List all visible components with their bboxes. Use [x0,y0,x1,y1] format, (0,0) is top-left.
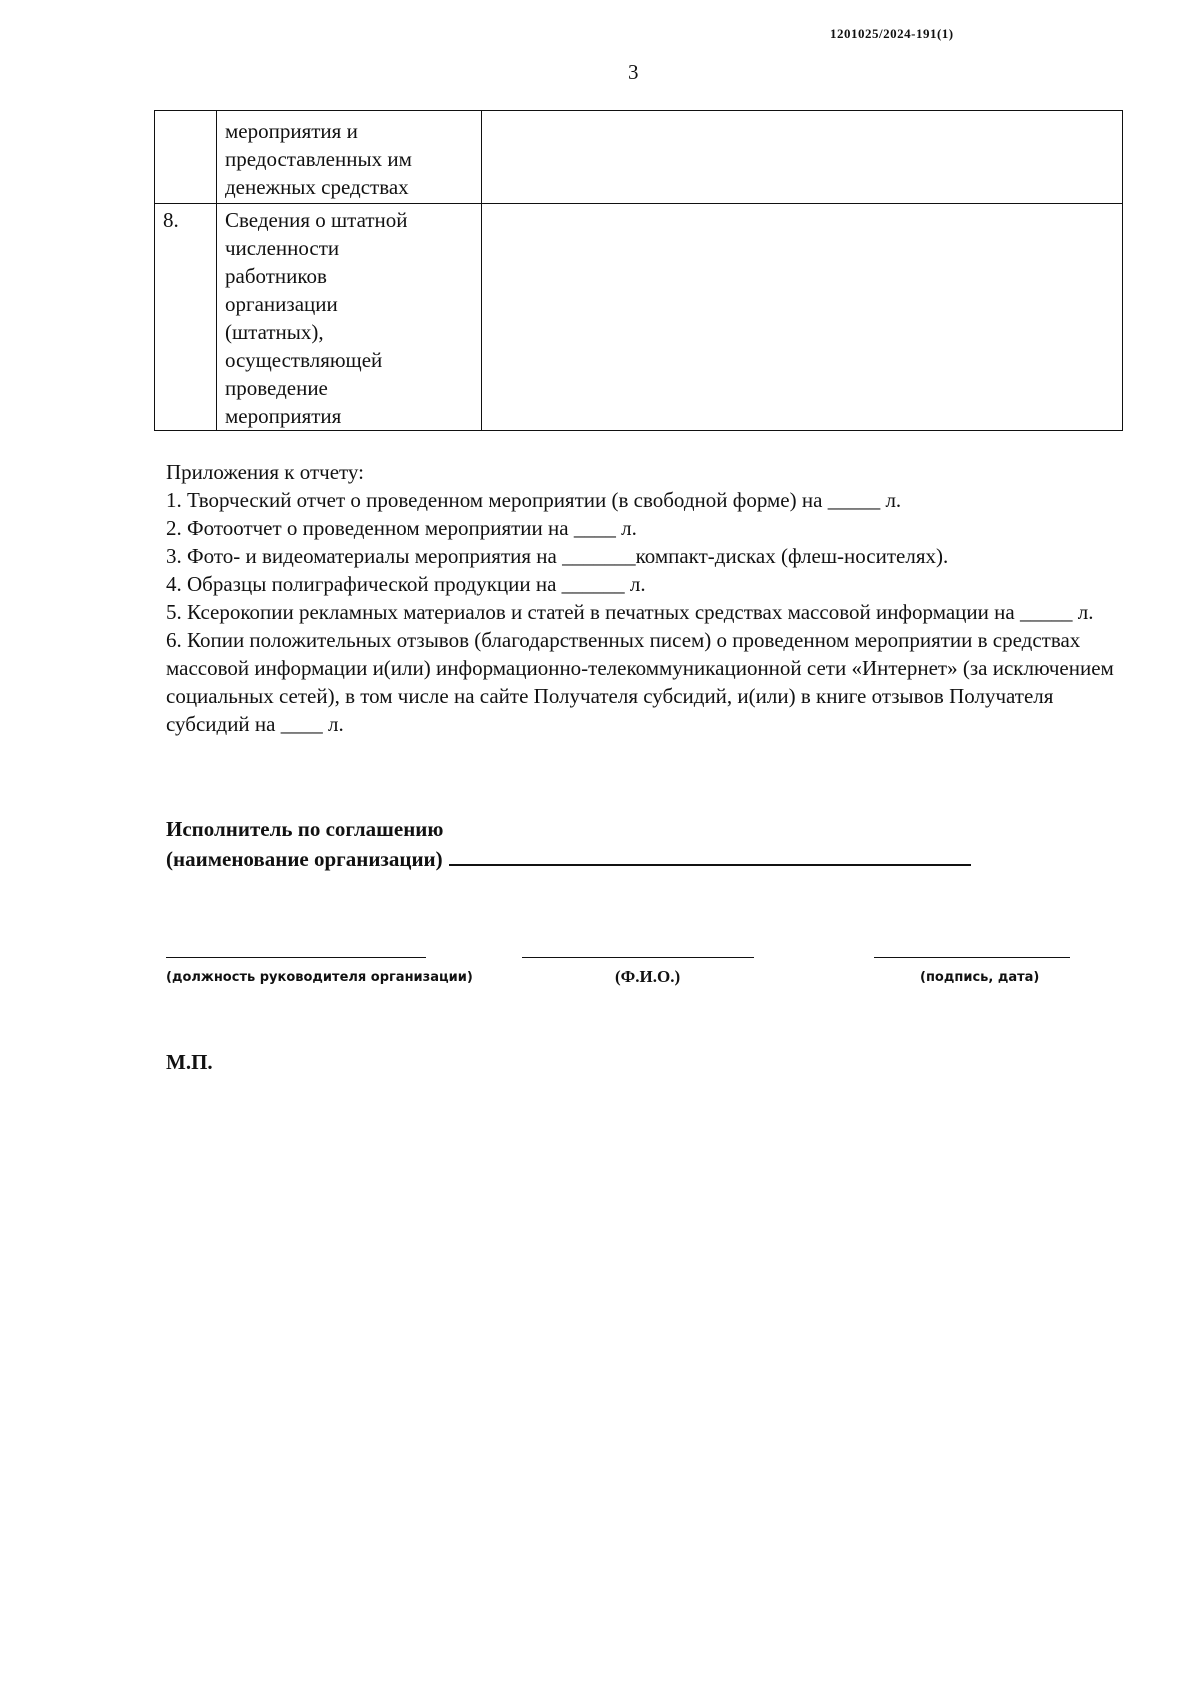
row-name-line: проведение [225,376,328,400]
attachments-heading: Приложения к отчету: [166,460,364,484]
executor-org-label: (наименование организации) [166,847,443,871]
organization-name-line [449,844,971,866]
sign-date-line [874,957,1070,958]
row-name-line: мероприятия и [225,119,358,143]
executor-block [166,814,971,874]
stamp-place-label: М.П. [166,1050,213,1074]
attachment-blank: _____ [1019,600,1073,624]
row-name-line: осуществляющей [225,348,383,372]
row-name-cell [217,204,482,431]
document-registration-number: 1201025/2024-191(1) [830,26,954,41]
attachment-blank: _____ [827,488,881,512]
attachment-text: 3. Фото- и видеоматериалы мероприятия на [166,544,563,568]
attachment-text: 2. Фотоотчет о проведенном мероприятии на [166,516,574,540]
attachment-blank: ______ [561,572,625,596]
attachment-suffix: л. [1072,600,1094,624]
table-row [155,204,1123,431]
attachment-text: 4. Образцы полиграфической продукции на [166,572,562,596]
attachment-suffix: л. [880,488,902,512]
attachment-item [166,542,1126,570]
attachment-text: 5. Ксерокопии рекламных материалов и статей в печатных средствах массовой информации на [166,600,1020,624]
attachment-item [166,598,1126,626]
row-name-line: мероприятия [225,404,342,428]
row-name-line: предоставленных им [225,147,412,171]
row-name-line: Сведения о штатной [225,208,408,232]
position-caption: (должность руководителя организации) [166,970,473,985]
attachment-item [166,486,1126,514]
fio-caption: (Ф.И.О.) [615,967,681,986]
attachment-suffix: компакт-дисках (флеш-носителях). [635,544,949,568]
fio-signature-line [522,957,754,958]
position-signature-line [166,957,426,958]
executor-org-row [166,844,971,874]
row-name-line: денежных средствах [225,175,409,199]
attachment-item [166,626,1126,738]
row-value-cell [482,111,1123,204]
attachment-suffix: л. [615,516,637,540]
attachment-suffix: л. [322,712,344,736]
page-number: 3 [628,60,639,84]
sign-date-caption: (подпись, дата) [920,970,1040,985]
row-name-line: численности [225,236,340,260]
report-table [154,110,1123,431]
row-name-line: (штатных), [225,320,324,344]
executor-title: Исполнитель по соглашению [166,817,444,841]
attachment-blank: ____ [573,516,616,540]
attachment-text: 1. Творческий отчет о проведенном мероприятии (в свободной форме) на [166,488,828,512]
row-number-cell: 8. [155,204,217,431]
attachment-text: 6. Копии положительных отзывов (благодарственных писем) о проведенном мероприятии в средствах массовой информации и(или) информационно-телекоммуникационной сети «Интернет» (за исключением социальных сетей), в том числе на сайте Получателя субсидий, и(или) в книге отзывов Получателя субсидий на [166,628,1114,736]
attachments-section [166,458,1126,738]
row-value-cell [482,204,1123,431]
attachment-blank: ____ [280,712,323,736]
attachment-item [166,514,1126,542]
attachment-suffix: л. [624,572,646,596]
attachment-item [166,570,1126,598]
row-name-line: работников [225,264,327,288]
row-name-cell [217,111,482,204]
row-name-line: организации [225,292,338,316]
row-number-cell [155,111,217,204]
attachment-blank: _______ [562,544,636,568]
table-row [155,111,1123,204]
